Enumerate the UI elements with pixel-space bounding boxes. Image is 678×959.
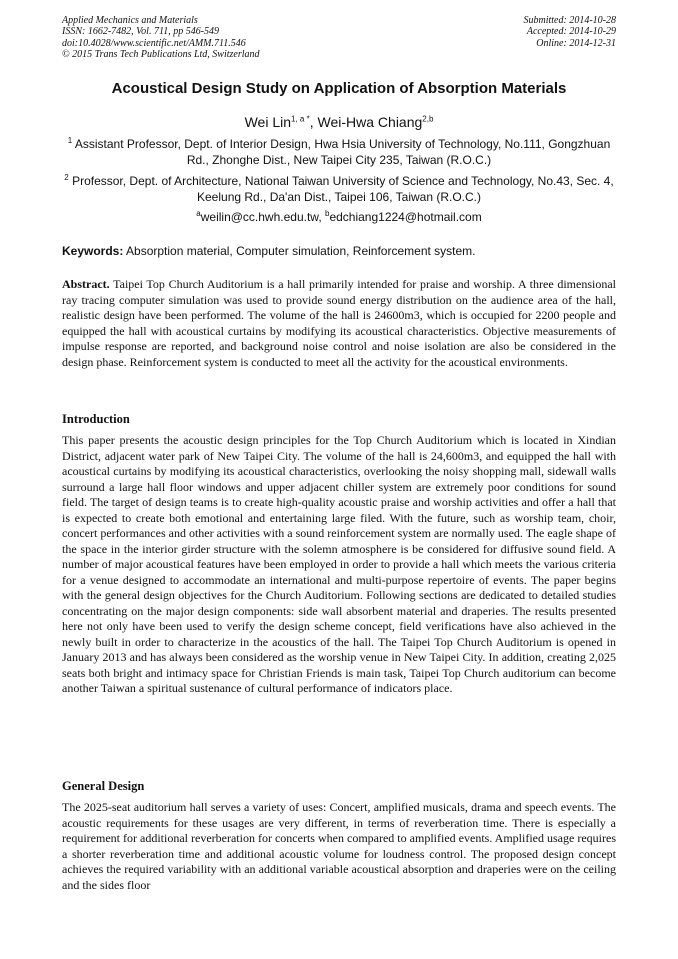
email-1[interactable]: weilin@cc.hwh.edu.tw: [200, 210, 319, 224]
author-1-name: Wei Lin: [244, 114, 292, 130]
author-1-marker: 1, a *: [291, 114, 310, 124]
affiliation-1-marker: 1: [67, 136, 73, 145]
author-2-name: Wei-Hwa Chiang: [317, 114, 423, 130]
introduction-heading: Introduction: [62, 412, 130, 426]
paper-title: Acoustical Design Study on Application of Absorption Materials: [111, 80, 567, 97]
keywords-text: Absorption material, Computer simulation, Reinforcement system.: [123, 244, 476, 258]
author-list: [62, 113, 616, 131]
journal-name: Applied Mechanics and Materials: [62, 15, 198, 26]
abstract-text: Taipei Top Church Auditorium is a hall primarily intended for praise and worship. A three dimensional ray tracing computer simulation was used to provide sound energy distribution on the audience area of the hall, realistic design have been performed. The volume of the hall is 24600m3, which is occupied for 2200 people and equipped the hall with acoustical curtains by modifying its acoustical characteristics. Objective measurements of impulse response are reported, and background noise control and noise isolation are also be considered in the design phase. Reinforcement system is conducted to meet all the activity for the acoustical environments.: [62, 277, 616, 369]
copyright-line: © 2015 Trans Tech Publications Ltd, Switzerland: [62, 49, 260, 61]
email-separator: ,: [318, 210, 325, 224]
issn-line: ISSN: 1662-7482, Vol. 711, pp 546-549: [62, 26, 220, 38]
email-1-marker: a: [196, 209, 201, 218]
abstract-paragraph: [62, 277, 616, 370]
affiliation-2: [62, 174, 616, 206]
author-2-marker: 2,b: [422, 114, 434, 124]
affiliation-1: [62, 137, 616, 169]
author-emails: [62, 210, 616, 225]
submitted-date: Submitted: 2014-10-28: [523, 15, 616, 26]
online-date: Online: 2014-12-31: [536, 37, 616, 49]
doi-line: doi:10.4028/www.scientific.net/AMM.711.546: [62, 37, 246, 49]
email-2-marker: b: [324, 209, 330, 218]
general-design-paragraph: The 2025-seat auditorium hall serves a variety of uses: Concert, amplified musicals, drama and speech events. The acoustic requirements for these usages are very different, in terms of reverberation time. There is especially a requirement for additional reverberation for concerts when compared to amplified events. Amplified usage requires a shorter reverberation time and additional acoustic volume for loudness control. The proposed design concept achieves the required variability with an additional variable acoustical absorption and draperies were on the ceiling and the sides floor: [62, 800, 616, 892]
keywords-line: [62, 244, 616, 259]
affiliation-1-text: Assistant Professor, Dept. of Interior Design, Hwa Hsia University of Technology, No.111, Gongzhuan Rd., Zhonghe Dist., New Taipei City 235, Taiwan (R.O.C.): [72, 137, 611, 167]
introduction-paragraph: This paper presents the acoustic design principles for the Top Church Auditorium which is located in Xindian District, adjacent water park of New Taipei City. The volume of the hall is 24,600m3, and equipped the hall with acoustical curtains by modifying its acoustical characteristics, overlooking the noisy shopping mall, sidewall walls surround a large hall floor windows and upper adjacent chiller system are extremely poor conditions for sound field. The target of design teams is to create high-quality acoustic praise and worship activities and offer a hall that is expected to create both emotional and entertaining large filed. With the future, such as worship team, choir, concert performances and other activities with a sound reinforcement system are normally used. The eagle shape of the space in the interior girder structure with the solemn atmosphere is be considered for diffusive sound field. A number of major acoustical features have been employed in order to provide a hall which meets the various criteria for a venue designed to accommodate an international and multi-purpose repertoire of events. The paper begins with the general design objectives for the Church Auditorium. Following sections are dedicated to detailed studies concentrating on the major design components: side wall absorbent material and draperies. The results presented here not only have been used to verify the design scheme concept, field verifications have also achieved in the newly built in order to characterize in the acoustics of the hall. The Taipei Top Church Auditorium is opened in January 2013 and has always been considered as the worship venue in New Taipei City. In addition, creating 2,025 seats both bright and intimacy space for Christian Friends is main task, Taipei Top Church auditorium can become another Taiwan a spiritual sustenance of cultural performance of indicators place.: [62, 433, 616, 695]
abstract-label: Abstract.: [62, 277, 110, 291]
keywords-label: Keywords:: [62, 244, 124, 258]
email-2[interactable]: edchiang1224@hotmail.com: [329, 210, 482, 224]
affiliation-2-text: Professor, Dept. of Architecture, National Taiwan University of Science and Technology, No.43, Sec. 4, Keelung Rd., Da'an Dist., Taipei 106, Taiwan (R.O.C.): [68, 174, 614, 204]
affiliation-2-marker: 2: [64, 173, 69, 182]
general-design-heading: General Design: [62, 779, 145, 793]
accepted-date: Accepted: 2014-10-29: [526, 26, 616, 38]
author-separator: ,: [309, 114, 318, 130]
journal-info: [62, 15, 260, 61]
submission-dates: [524, 15, 617, 49]
